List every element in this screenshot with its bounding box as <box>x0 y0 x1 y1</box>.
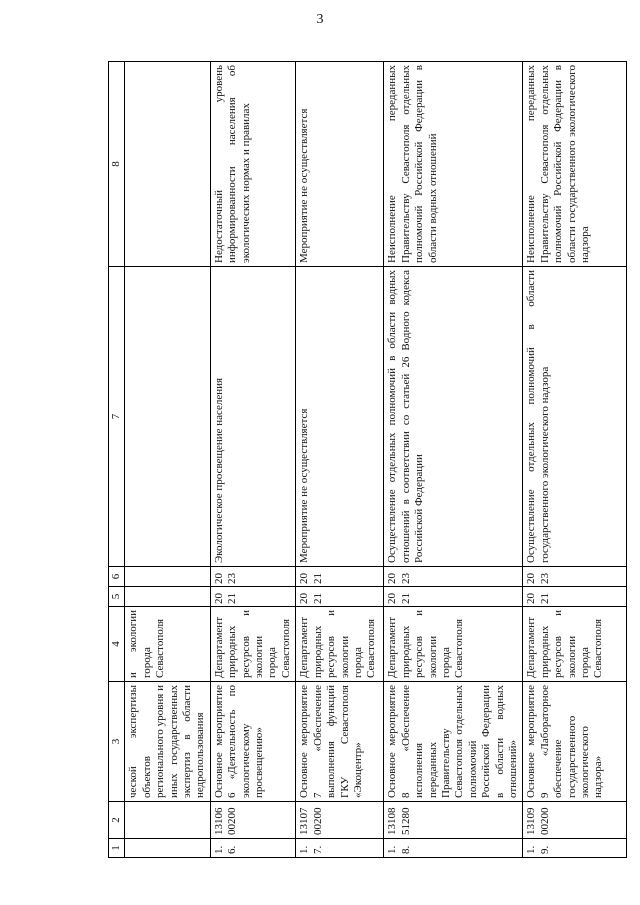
measure-name-cell: ческой экспертизы объектов регионального уровня и иных государственных экспертиз в области недропользования <box>125 682 210 802</box>
row-number-cell: 1.7. <box>296 839 384 858</box>
start-year-cell: 2021 <box>523 587 627 607</box>
measure-name-cell: Основное мероприятие 6 «Деятельность по экологическому просвещению» <box>210 682 295 802</box>
program-measures-table <box>108 61 627 858</box>
start-year-cell: 2021 <box>384 587 523 607</box>
measure-name-cell: Основное мероприятие 8 «Обеспечение исполнения переданных Правительству Севастополя отдельных полномочий Российской Федерации в области водных отношений» <box>384 682 523 802</box>
expected-result-cell: Осуществление отдельных полномочий в области водных отношений в соответствии со статьей 26 Водного кодекса Российской Федерации <box>384 267 523 567</box>
executor-cell: Департамент природных ресурсов и экологии города Севастополя <box>210 607 295 682</box>
table-header-row <box>109 62 125 858</box>
expected-result-cell: Мероприятие не осуществляется <box>296 267 384 567</box>
end-year-cell: 2023 <box>384 567 523 587</box>
column-header: 6 <box>109 567 125 587</box>
consequence-cell: Неисполнение переданных Правительству Севастополя отдельных полномочий Российской Федерации в области водных отношений <box>384 62 523 267</box>
table-row <box>523 62 627 858</box>
executor-cell: и экологии города Севастополя <box>125 607 210 682</box>
executor-cell: Департамент природных ресурсов и экологии города Севастополя <box>384 607 523 682</box>
table-row <box>384 62 523 858</box>
measure-name-cell: Основное мероприятие 9 «Лабораторное обеспечение государственного экологического надзора» <box>523 682 627 802</box>
budget-code-cell: 13108 51280 <box>384 802 523 839</box>
end-year-cell: 2023 <box>210 567 295 587</box>
consequence-cell <box>125 62 210 267</box>
row-number-cell: 1.9. <box>523 839 627 858</box>
budget-code-cell: 13109 00200 <box>523 802 627 839</box>
start-year-cell: 2021 <box>296 587 384 607</box>
consequence-cell: Недостаточный уровень информированности населения об экологических нормах и правилах <box>210 62 295 267</box>
rotated-table-wrapper <box>108 62 605 858</box>
start-year-cell: 2021 <box>210 587 295 607</box>
measure-name-cell: Основное мероприятие 7 «Обеспечение выполнения функций ГКУ Севастополя «Экоцентр» <box>296 682 384 802</box>
row-number-cell: 1.8. <box>384 839 523 858</box>
end-year-cell: 2023 <box>523 567 627 587</box>
start-year-cell <box>125 587 210 607</box>
table-row <box>296 62 384 858</box>
end-year-cell: 2021 <box>296 567 384 587</box>
budget-code-cell: 13107 00200 <box>296 802 384 839</box>
column-header: 8 <box>109 62 125 267</box>
row-number-cell: 1.6. <box>210 839 295 858</box>
expected-result-cell <box>125 267 210 567</box>
consequence-cell: Неисполнение переданных Правительству Севастополя отдельных полномочий Российской Федерации в области государственного экологического надзора <box>523 62 627 267</box>
page-number: 3 <box>316 12 324 27</box>
column-header: 3 <box>109 682 125 802</box>
expected-result-cell: Экологическое просвещение населения <box>210 267 295 567</box>
consequence-cell: Мероприятие не осуществляется <box>296 62 384 267</box>
column-header: 2 <box>109 802 125 839</box>
table-row <box>125 62 210 858</box>
column-header: 5 <box>109 587 125 607</box>
row-number-cell <box>125 839 210 858</box>
expected-result-cell: Осуществление отдельных полномочий в области государственного экологического надзора <box>523 267 627 567</box>
column-header: 7 <box>109 267 125 567</box>
budget-code-cell <box>125 802 210 839</box>
budget-code-cell: 13106 00200 <box>210 802 295 839</box>
executor-cell: Департамент природных ресурсов и экологии города Севастополя <box>523 607 627 682</box>
column-header: 1 <box>109 839 125 858</box>
end-year-cell <box>125 567 210 587</box>
column-header: 4 <box>109 607 125 682</box>
executor-cell: Департамент природных ресурсов и экологии города Севастополя <box>296 607 384 682</box>
table-row <box>210 62 295 858</box>
